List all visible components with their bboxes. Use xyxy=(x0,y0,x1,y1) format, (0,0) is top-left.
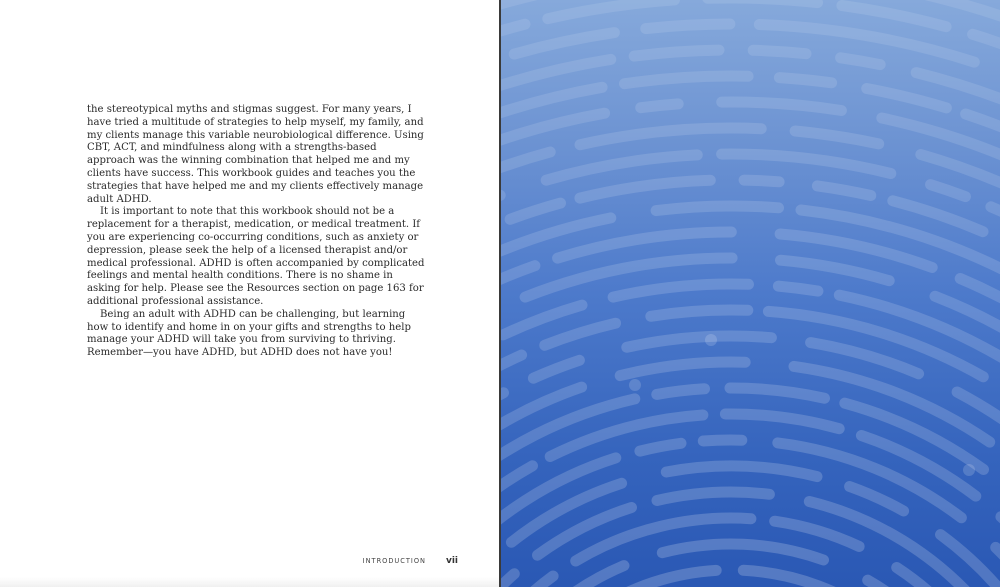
paragraph-1: the stereotypical myths and stigmas suggest. For many years, I have tried a multitude of strategies to help myself, my family, and my clients manage this variable neurobiological difference. Using CBT, ACT, and mindfulness along with a strengths-based approach was the winning combination that helped me and my clients have success. This workbook guides and teaches you the strategies that have helped me and my clients effectively manage adult ADHD. xyxy=(87,104,424,205)
fingerprint-arc-segment xyxy=(657,389,705,395)
fingerprint-arc-segment xyxy=(533,360,579,378)
fingerprint-arc-segment xyxy=(868,580,944,587)
fingerprint-arc-segment xyxy=(613,284,748,297)
fingerprint-arc-segment xyxy=(722,154,891,173)
fingerprint-arc-segment xyxy=(501,574,514,587)
paragraph-3: Being an adult with ADHD can be challenging, but learning how to identify and home in on your gifts and strengths to help manage your ADHD will take you from surviving to thriving. Remember—you have ADHD, but ADHD does not have you! xyxy=(87,308,411,359)
fingerprint-arc-segment xyxy=(725,414,839,429)
fingerprint-arc-segment xyxy=(646,24,730,29)
fingerprint-arc-segment xyxy=(722,102,842,110)
fingerprint-arc-segment xyxy=(991,207,1000,232)
fingerprint-arc-segment xyxy=(708,0,818,3)
paragraph-2: It is important to note that this workbook should not be a replacement for a therapist, medication, or medical treatment. If you are experiencing co-occurring conditions, such as anxiety or depression, please seek the help of a licensed therapist and/or medical professional. ADHD is often accompanied by complicated feelings and mental health conditions. There is no shame in asking for help. Please see the Resources section on page 163 for additional professional assistance. xyxy=(87,206,425,307)
fingerprint-arc-segment xyxy=(656,206,778,211)
fingerprint-dot xyxy=(629,379,641,391)
fingerprint-arc-segment xyxy=(514,33,614,55)
fingerprint-arc-segment xyxy=(580,180,710,198)
fingerprint-arc-segment xyxy=(548,0,675,19)
fingerprint-arc-segment xyxy=(662,544,823,560)
running-footer-section: INTRODUCTION xyxy=(362,557,426,565)
fingerprint-arc-segment xyxy=(545,323,616,345)
fingerprint-arc-segment xyxy=(795,131,879,144)
fingerprint-arc-segment xyxy=(580,128,761,145)
fingerprint-arc-segment xyxy=(730,388,825,398)
fingerprint-arc-segment xyxy=(625,76,749,84)
fingerprint-arc-segment xyxy=(641,104,679,108)
fingerprint-arc-segment xyxy=(778,443,962,518)
fingerprint-arc-segment xyxy=(510,203,560,219)
body-text xyxy=(87,104,427,360)
fingerprint-dot xyxy=(705,334,717,346)
fingerprint-arc-pattern-icon xyxy=(501,0,1000,587)
fingerprint-arc-segment xyxy=(501,355,522,449)
fingerprint-arc-segment xyxy=(501,24,525,113)
fingerprint-arc-segment xyxy=(779,78,831,83)
fingerprint-arc-segment xyxy=(640,443,681,451)
fingerprint-arc-segment xyxy=(867,89,947,108)
fingerprint-arc-segment xyxy=(627,336,772,347)
fingerprint-arc-segment xyxy=(781,260,890,281)
fingerprint-arc-segment xyxy=(931,185,966,197)
fingerprint-arc-segment xyxy=(744,180,779,182)
left-page xyxy=(0,0,499,587)
fingerprint-arc-segment xyxy=(634,50,719,56)
fingerprint-arc-segment xyxy=(546,155,697,180)
page-footer xyxy=(362,554,464,568)
fingerprint-arc-segment xyxy=(841,58,881,65)
fingerprint-arc-segment xyxy=(850,487,904,512)
fingerprint-arc-segment xyxy=(703,440,742,441)
fingerprint-arc-segment xyxy=(794,366,990,442)
fingerprint-arc-segment xyxy=(921,155,1000,184)
fingerprint-arc-segment xyxy=(620,362,745,376)
fingerprint-arc-segment xyxy=(775,521,860,546)
fingerprint-arc-segment xyxy=(778,286,818,291)
fingerprint-arc-segment xyxy=(817,186,870,196)
fingerprint-arc-segment xyxy=(753,50,806,53)
fingerprint-arc-segment xyxy=(657,492,769,500)
fingerprint-dot xyxy=(963,464,975,476)
fingerprint-arc-segment xyxy=(809,502,965,587)
fingerprint-arc-segment xyxy=(651,310,748,316)
page-number: vii xyxy=(445,556,458,566)
fingerprint-arc-segment xyxy=(666,466,817,477)
right-page-decorative xyxy=(501,0,1000,587)
fingerprint-arc-segment xyxy=(842,6,946,27)
